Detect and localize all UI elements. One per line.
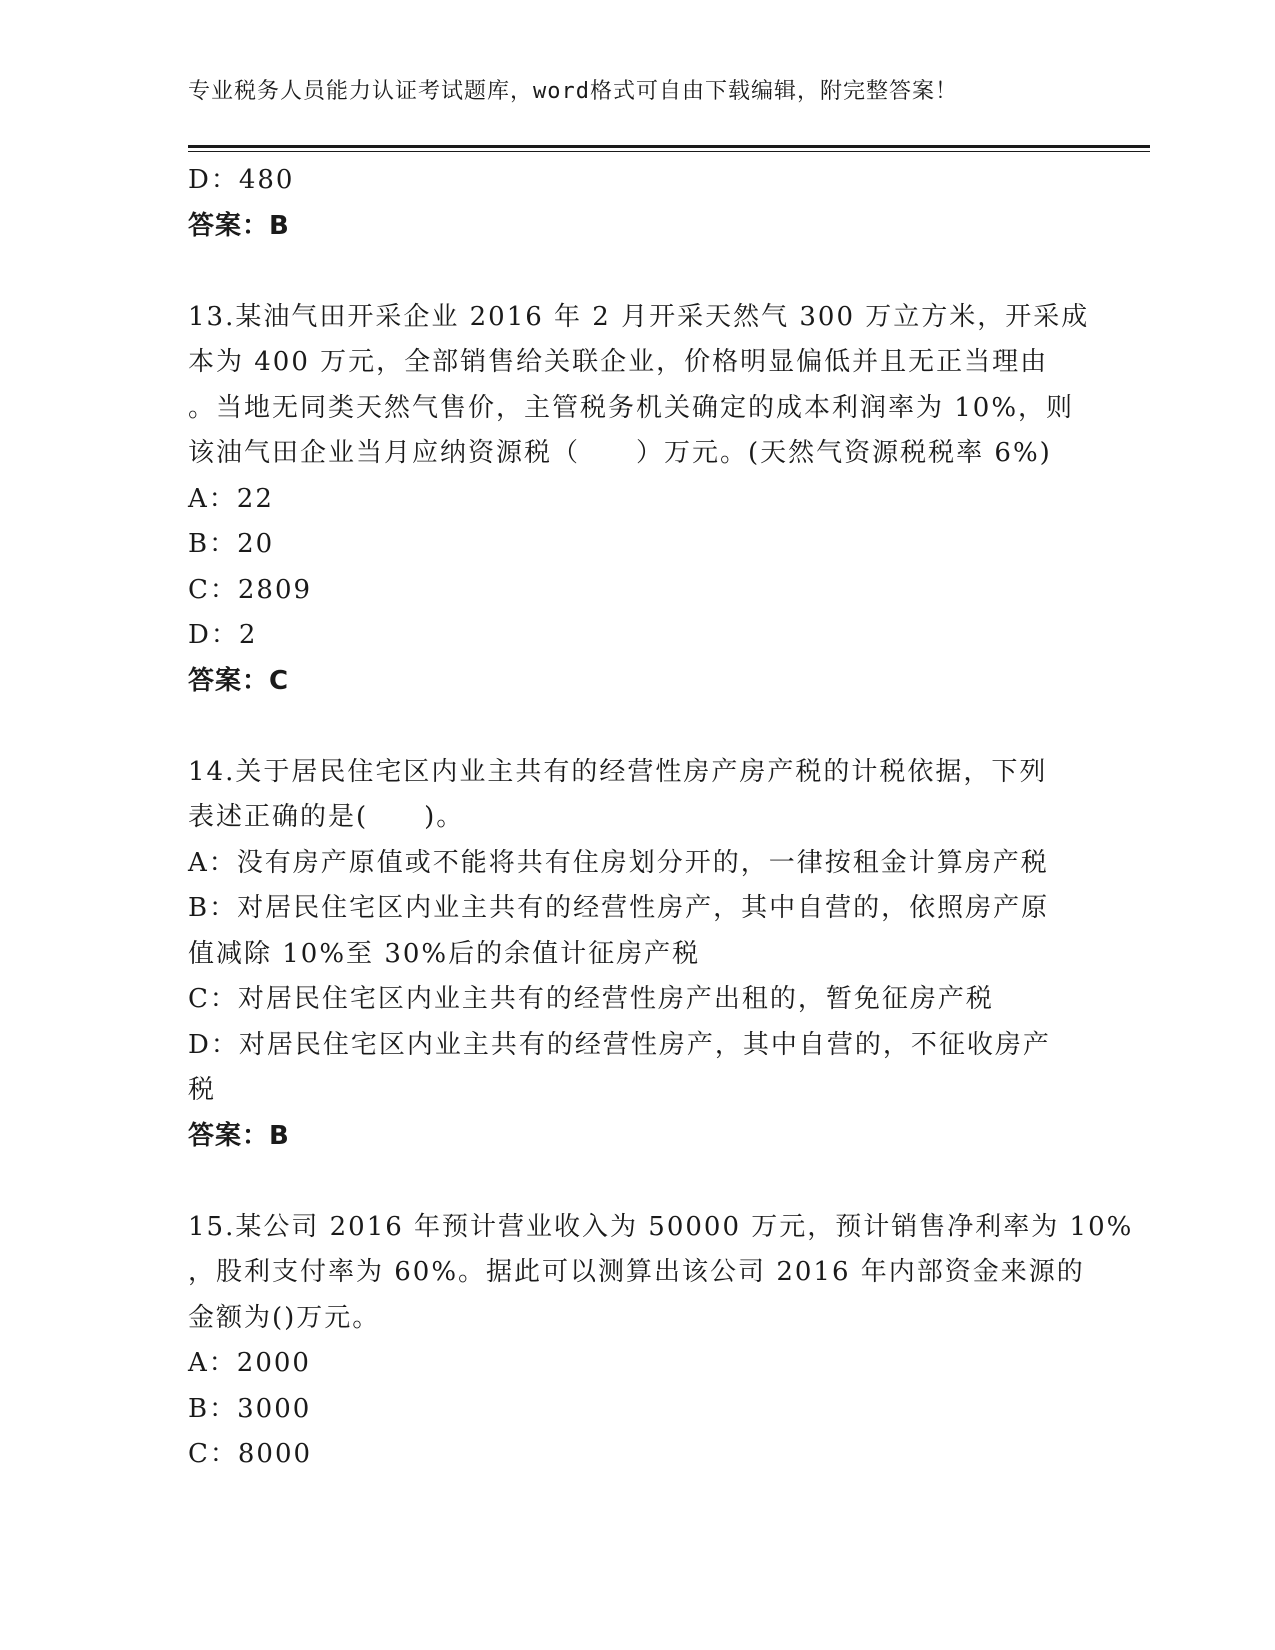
- question-14-stem-line-2: 表述正确的是( )。: [188, 802, 465, 832]
- question-15-stem-line-1: 15.某公司 2016 年预计营业收入为 50000 万元，预计销售净利率为 10%: [188, 1211, 1134, 1242]
- question-15-option-a: A：2000: [188, 1348, 311, 1378]
- question-15-option-b: B：3000: [188, 1393, 312, 1424]
- question-13-option-c: C：2809: [188, 574, 313, 605]
- question-13-option-b: B：20: [188, 529, 275, 559]
- question-14-option-b-line-2: 值减除 10%至 30%后的余值计征房产税: [188, 938, 701, 969]
- question-15-stem-line-2: ，股利支付率为 60%。据此可以测算出该公司 2016 年内部资金来源的: [188, 1257, 1085, 1287]
- question-14-option-a: A：没有房产原值或不能将共有住房划分开的，一律按租金计算房产税: [188, 847, 1049, 878]
- question-15: [188, 1205, 1134, 1478]
- spacer: [188, 704, 1088, 750]
- question-15-option-c: C：8000: [188, 1439, 313, 1469]
- spacer: [188, 1159, 1088, 1205]
- question-13-option-a: A：22: [188, 483, 274, 514]
- question-13-stem-line-4: 该油气田企业当月应纳资源税（ ）万元。(天然气资源税税率 6%): [188, 438, 1052, 468]
- question-14: [188, 750, 1088, 1160]
- question-14-option-b-line-1: B：对居民住宅区内业主共有的经营性房产，其中自营的，依照房产原: [188, 893, 1050, 923]
- question-13-stem-line-1: 13.某油气田开采企业 2016 年 2 月开采天然气 300 万立方米，开采成: [188, 301, 1090, 332]
- question-14-answer: 答案：B: [188, 1120, 290, 1151]
- question-14-option-c: C：对居民住宅区内业主共有的经营性房产出租的，暂免征房产税: [188, 984, 994, 1014]
- question-14-stem-line-1: 14.关于居民住宅区内业主共有的经营性房产房产税的计税依据，下列: [188, 756, 1048, 787]
- prev-answer: 答案：B: [188, 210, 290, 241]
- question-13-option-d: D：2: [188, 620, 258, 650]
- question-15-stem-line-3: 金额为()万元。: [188, 1302, 381, 1333]
- spacer: [188, 249, 1088, 295]
- question-13-answer: 答案：C: [188, 665, 290, 696]
- header-divider-thin: [188, 151, 1150, 152]
- question-content: [188, 158, 1134, 1478]
- question-13: [188, 295, 1088, 705]
- prev-option-d: D：480: [188, 165, 295, 195]
- question-14-option-d-line-2: 税: [188, 1075, 217, 1105]
- question-13-stem-line-2: 本为 400 万元，全部销售给关联企业，价格明显偏低并且无正当理由: [188, 347, 1049, 377]
- question-14-option-d-line-1: D：对居民住宅区内业主共有的经营性房产，其中自营的，不征收房产: [188, 1029, 1051, 1060]
- question-13-stem-line-3: 。当地无同类天然气售价，主管税务机关确定的成本利润率为 10%，则: [188, 392, 1075, 423]
- header-divider-thick: [188, 145, 1150, 148]
- page-header: 专业税务人员能力认证考试题库，word格式可自由下载编辑，附完整答案！: [188, 79, 958, 104]
